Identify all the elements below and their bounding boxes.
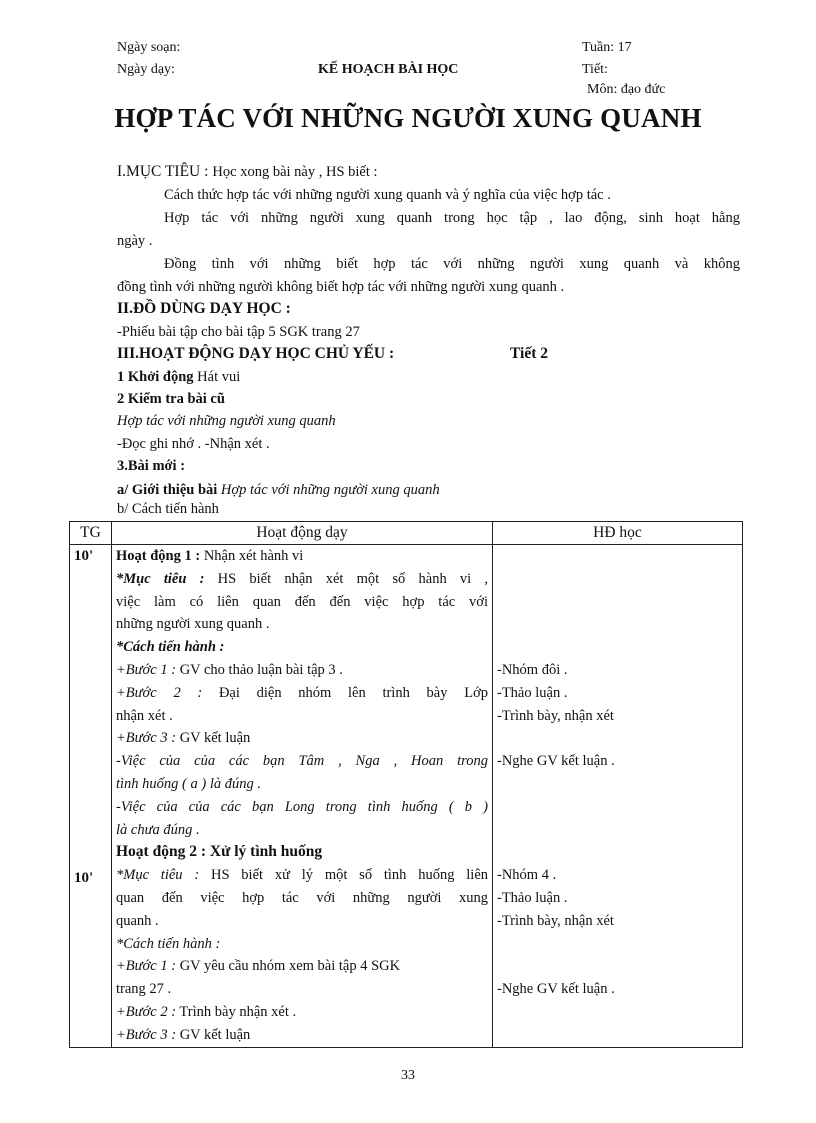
muc-tieu-2-label: *Mục tiêu : xyxy=(116,867,200,884)
gioi-thieu-line xyxy=(117,482,440,499)
hoat-dong-tiet: Tiết 2 xyxy=(510,345,549,362)
khoi-dong-label: 1 Khởi động xyxy=(117,369,194,385)
hoc-line xyxy=(493,773,742,796)
header-hoat-dong-day: Hoạt động dạy xyxy=(112,522,493,545)
bai-moi-label: 3.Bài mới : xyxy=(117,458,186,474)
buoc-label: +Bước 3 : xyxy=(116,1026,177,1043)
header-tg: TG xyxy=(70,522,112,545)
day-line: quan đến việc hợp tác với những người xung xyxy=(116,889,488,906)
tiet-label: Tiết: xyxy=(582,62,608,77)
hoc-line: -Nghe GV kết luận . xyxy=(497,981,615,998)
hoat-dong-day-cell xyxy=(112,545,493,1048)
muc-tieu-p3-a xyxy=(164,256,740,273)
tuan-label: Tuần: 17 xyxy=(582,40,632,55)
hoc-line xyxy=(493,545,742,568)
hd1-text: Nhận xét hành vi xyxy=(200,548,304,564)
hoc-line xyxy=(493,568,742,591)
hoc-line xyxy=(493,613,742,636)
hoc-line: -Nhóm 4 . xyxy=(497,867,557,884)
page-number: 33 xyxy=(401,1068,415,1083)
buoc-text: Đại diện nhóm lên trình bày Lớp xyxy=(202,684,488,701)
buoc-label: +Bước 1 : xyxy=(116,661,177,678)
buoc-label: +Bước 2 : xyxy=(116,1003,177,1020)
buoc-text: GV cho thảo luận bài tập 3 . xyxy=(176,661,343,678)
ngay-day-label: Ngày dạy: xyxy=(117,62,175,77)
mon-label: Môn: đạo đức xyxy=(587,82,666,97)
day-line: trang 27 . xyxy=(116,981,172,998)
muc-tieu-heading: I.MỤC TIÊU : xyxy=(117,163,209,180)
day-line xyxy=(112,659,492,682)
buoc-text: GV kết luận xyxy=(176,730,251,747)
hd1-label: Hoạt động 1 : xyxy=(116,548,201,564)
kiem-tra-label: 2 Kiểm tra bài cũ xyxy=(117,391,225,407)
tg-value-1: 10' xyxy=(74,548,94,564)
cach-tien-hanh: b/ Cách tiến hành xyxy=(117,501,219,517)
khoi-dong-text: Hát vui xyxy=(197,369,241,385)
muc-tieu-p2-b: ngày . xyxy=(117,233,153,249)
table-header-row xyxy=(70,522,743,545)
khoi-dong-line xyxy=(117,369,240,386)
muc-tieu-p2-a-text: Hợp tác với những người xung quanh trong học tập , lao động, sinh hoạt hằng xyxy=(164,210,740,226)
muc-tieu-p2-a xyxy=(164,210,740,227)
activity-table xyxy=(69,521,743,1048)
header-hd-hoc: HĐ học xyxy=(493,522,743,545)
hoc-line xyxy=(493,955,742,978)
muc-tieu-1-text: HS biết nhận xét một số hành vi , xyxy=(204,570,489,587)
day-line: tình huống ( a ) là đúng . xyxy=(116,775,261,792)
day-line: *Cách tiến hành : xyxy=(116,935,221,952)
day-line: quanh . xyxy=(116,912,159,929)
tg-cell xyxy=(70,545,112,1048)
do-dung-item: -Phiếu bài tập cho bài tập 5 SGK trang 27 xyxy=(117,324,360,340)
buoc-text: Trình bày nhận xét . xyxy=(176,1003,297,1020)
day-line: -Việc của của các bạn Long trong tình huống ( b ) xyxy=(116,798,488,815)
ngay-soan-label: Ngày soạn: xyxy=(117,40,181,55)
buoc-text: GV kết luận xyxy=(176,1026,251,1043)
day-line xyxy=(112,864,492,887)
day-line xyxy=(112,1001,492,1024)
hoc-line xyxy=(493,636,742,659)
buoc-text: GV yêu cầu nhóm xem bài tập 4 SGK xyxy=(176,958,401,975)
hoc-line: -Nghe GV kết luận . xyxy=(497,753,615,770)
day-line xyxy=(112,682,492,705)
buoc-label: +Bước 2 : xyxy=(116,684,203,701)
table-row xyxy=(70,545,743,1048)
day-line xyxy=(112,568,492,591)
day-line: việc làm có liên quan đến đến việc hợp tác với xyxy=(116,593,488,610)
day-line: là chưa đúng . xyxy=(116,821,200,838)
hoc-line: -Nhóm đôi . xyxy=(497,661,568,678)
day-line: nhận xét . xyxy=(116,707,173,724)
hoc-line: -Trình bày, nhận xét xyxy=(497,707,614,724)
kiem-tra-topic: Hợp tác với những người xung quanh xyxy=(117,413,336,429)
hoc-line xyxy=(493,591,742,614)
buoc-label: +Bước 1 : xyxy=(116,958,177,975)
page-title: HỢP TÁC VỚI NHỮNG NGƯỜI XUNG QUANH xyxy=(114,103,702,133)
do-dung-heading: II.ĐỒ DÙNG DẠY HỌC : xyxy=(117,300,291,317)
day-line xyxy=(112,955,492,978)
kiem-tra-text: -Đọc ghi nhớ . -Nhận xét . xyxy=(117,436,270,452)
buoc-label: +Bước 3 : xyxy=(116,730,177,747)
hd-hoc-cell xyxy=(493,545,743,1048)
muc-tieu-p3-a-text: Đồng tình với những biết hợp tác với những người xung quanh và không xyxy=(164,256,740,272)
gioi-thieu-label: a/ Giới thiệu bài xyxy=(117,482,218,498)
muc-tieu-p3-b: đồng tình với những người không biết hợp tác với những người xung quanh . xyxy=(117,279,565,295)
muc-tieu-p1: Cách thức hợp tác với những người xung quanh và ý nghĩa của việc hợp tác . xyxy=(164,187,611,203)
hoc-line: -Trình bày, nhận xét xyxy=(497,912,614,929)
day-line xyxy=(112,1024,492,1047)
tg-value-2: 10' xyxy=(74,870,94,886)
hoc-line: -Thảo luận . xyxy=(497,889,568,906)
muc-tieu-2-text: HS biết xử lý một số tình huống liên xyxy=(199,867,488,884)
hoc-line xyxy=(493,841,742,864)
muc-tieu-intro: Học xong bài này , HS biết : xyxy=(212,164,378,180)
day-line xyxy=(112,727,492,750)
hoc-line: -Thảo luận . xyxy=(497,684,568,701)
day-line: *Cách tiến hành : xyxy=(116,639,225,656)
day-line: -Việc của của các bạn Tâm , Nga , Hoan trong xyxy=(116,753,488,770)
day-line: Hoạt động 2 : Xử lý tình huống xyxy=(116,843,323,861)
hoc-line xyxy=(493,796,742,819)
gioi-thieu-text: Hợp tác với những người xung quanh xyxy=(220,482,440,498)
hoc-line xyxy=(493,819,742,842)
hoc-line xyxy=(493,933,742,956)
day-line: những người xung quanh . xyxy=(116,616,270,633)
hoc-line xyxy=(493,727,742,750)
day-line xyxy=(112,545,492,568)
document-type: KẾ HOẠCH BÀI HỌC xyxy=(318,62,459,77)
muc-tieu-line xyxy=(117,163,378,181)
hoat-dong-heading: III.HOẠT ĐỘNG DẠY HỌC CHỦ YẾU : xyxy=(117,345,395,362)
muc-tieu-1-label: *Mục tiêu : xyxy=(116,570,205,587)
